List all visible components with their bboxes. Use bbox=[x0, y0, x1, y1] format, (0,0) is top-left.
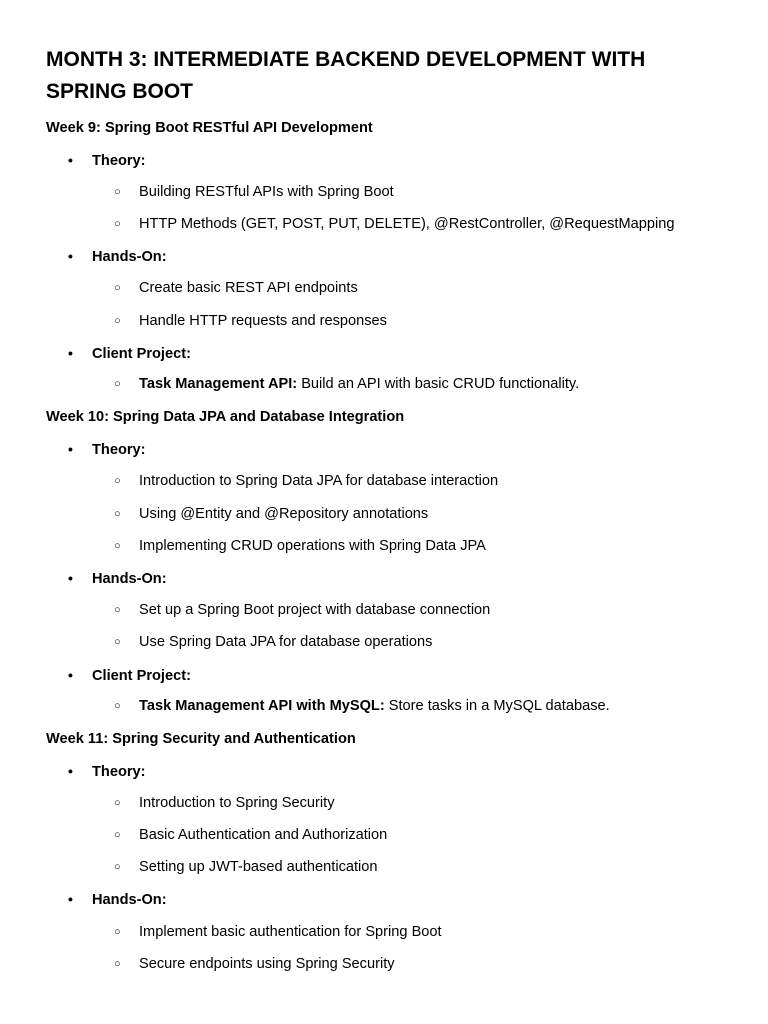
circle-bullet-icon: ○ bbox=[114, 829, 121, 841]
week-9-client-project bbox=[68, 343, 191, 364]
circle-bullet-icon: ○ bbox=[114, 604, 121, 616]
week-10-theory bbox=[68, 439, 146, 460]
week-11-theory bbox=[68, 761, 146, 782]
circle-bullet-icon: ○ bbox=[114, 315, 121, 327]
bullet-icon: • bbox=[68, 763, 73, 779]
list-item: ○ HTTP Methods (GET, POST, PUT, DELETE), @RestController, @RequestMapping bbox=[114, 216, 675, 232]
section-label: Hands-On: bbox=[92, 892, 167, 908]
section-label: Theory: bbox=[92, 442, 146, 458]
circle-bullet-icon: ○ bbox=[114, 378, 121, 390]
circle-bullet-icon: ○ bbox=[114, 797, 121, 809]
list-item: ○ Introduction to Spring Security bbox=[114, 795, 335, 811]
bullet-icon: • bbox=[68, 570, 73, 586]
week-10-heading: Week 10: Spring Data JPA and Database Integration bbox=[46, 409, 405, 425]
circle-bullet-icon: ○ bbox=[114, 958, 121, 970]
list-item: ○ Setting up JWT-based authentication bbox=[114, 859, 378, 875]
list-item: ○ Create basic REST API endpoints bbox=[114, 280, 358, 296]
circle-bullet-icon: ○ bbox=[114, 186, 121, 198]
circle-bullet-icon: ○ bbox=[114, 282, 121, 294]
circle-bullet-icon: ○ bbox=[114, 926, 121, 938]
bullet-icon: • bbox=[68, 891, 73, 907]
week-11-handson bbox=[68, 889, 167, 910]
week-10-client-project bbox=[68, 665, 191, 686]
section-label: Client Project: bbox=[92, 346, 191, 362]
section-label: Client Project: bbox=[92, 668, 191, 684]
section-label: Theory: bbox=[92, 153, 146, 169]
circle-bullet-icon: ○ bbox=[114, 475, 121, 487]
list-item: ○ Introduction to Spring Data JPA for database interaction bbox=[114, 473, 499, 489]
bullet-icon: • bbox=[68, 345, 73, 361]
list-item: ○ Task Management API: Build an API with basic CRUD functionality. bbox=[114, 376, 580, 392]
circle-bullet-icon: ○ bbox=[114, 636, 121, 648]
list-item: ○ Use Spring Data JPA for database operations bbox=[114, 634, 433, 650]
week-9-handson bbox=[68, 246, 167, 267]
week-10-handson bbox=[68, 568, 167, 589]
list-item: ○ Implementing CRUD operations with Spring Data JPA bbox=[114, 538, 486, 554]
bullet-icon: • bbox=[68, 152, 73, 168]
bullet-icon: • bbox=[68, 667, 73, 683]
circle-bullet-icon: ○ bbox=[114, 861, 121, 873]
circle-bullet-icon: ○ bbox=[114, 540, 121, 552]
week-9-theory bbox=[68, 150, 146, 171]
circle-bullet-icon: ○ bbox=[114, 700, 121, 712]
circle-bullet-icon: ○ bbox=[114, 508, 121, 520]
section-label: Theory: bbox=[92, 764, 146, 780]
list-item: ○ Building RESTful APIs with Spring Boot bbox=[114, 184, 394, 200]
week-11-heading: Week 11: Spring Security and Authentication bbox=[46, 731, 356, 747]
page-title: MONTH 3: INTERMEDIATE BACKEND DEVELOPMENT WITH SPRING BOOT bbox=[46, 48, 646, 103]
bullet-icon: • bbox=[68, 441, 73, 457]
list-item: ○ Secure endpoints using Spring Security bbox=[114, 956, 395, 972]
list-item: ○ Task Management API with MySQL: Store tasks in a MySQL database. bbox=[114, 698, 610, 714]
bullet-icon: • bbox=[68, 248, 73, 264]
list-item: ○ Set up a Spring Boot project with database connection bbox=[114, 602, 491, 618]
circle-bullet-icon: ○ bbox=[114, 218, 121, 230]
week-9-heading: Week 9: Spring Boot RESTful API Development bbox=[46, 120, 373, 136]
list-item: ○ Basic Authentication and Authorization bbox=[114, 827, 388, 843]
section-label: Hands-On: bbox=[92, 249, 167, 265]
section-label: Hands-On: bbox=[92, 571, 167, 587]
list-item: ○ Handle HTTP requests and responses bbox=[114, 313, 387, 329]
list-item: ○ Implement basic authentication for Spring Boot bbox=[114, 924, 442, 940]
list-item: ○ Using @Entity and @Repository annotations bbox=[114, 506, 429, 522]
